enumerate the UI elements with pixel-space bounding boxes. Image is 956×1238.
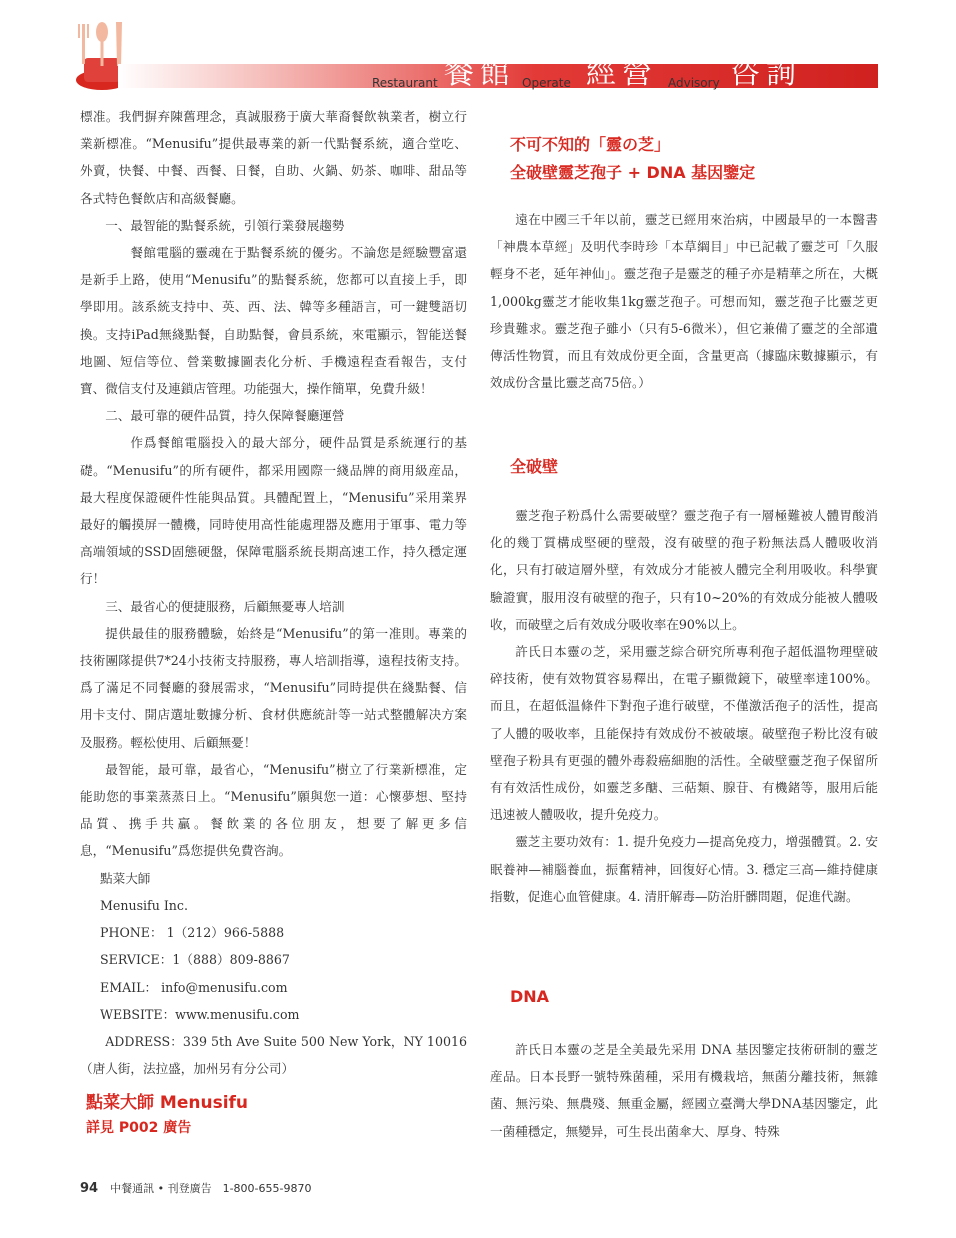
- pobi-paragraph-2: 許氏日本靈の芝，采用靈芝綜合研究所專利孢子超低溫物理壁破碎技術，使有效物質容易釋出，在電子顯微鏡下，破壁率達100%。而且，在超低温條件下對孢子進行破壁，不僅激活孢子的活性，提高了人體的吸收率，且能保持有效成份不被破壞。破壁孢子粉比沒有破壁孢子粉具有更强的體外毒殺癌細胞的活性。全破壁靈芝孢子保留所有有效活性成份，如靈芝多醣、三萜類、腺苷、有機鍺等，服用后能迅速被人體吸收，提升免疫力。: [490, 644, 878, 823]
- section-paragraph-1: 餐館電腦的靈魂在于點餐系統的優劣。不論您是經驗豐富還是新手上路，使用“Menusifu”的點餐系統，您都可以直接上手，即學即用。該系統支持中、英、西、法、韓等多種語言，可一鍵雙語切換。支持iPad無綫點餐，自助點餐，會員系統，來電顯示，智能送餐地圖、短信等位、營業數據圖表化分析、手機遠程查看報告，支付寶、微信支付及連鎖店管理。功能强大，操作簡單，免費升級！: [80, 245, 467, 397]
- header-title-advisory-cn: 咨詢: [730, 56, 802, 91]
- header-title-restaurant-cn: 餐館: [444, 56, 516, 91]
- page-header: [0, 0, 956, 100]
- section-heading-dna: DNA: [510, 987, 550, 1006]
- left-column: [80, 103, 467, 1082]
- contact-address: ADDRESS：339 5th Ave Suite 500 New York，NY 10016（唐人街，法拉盛，加州另有分公司）: [80, 1033, 467, 1077]
- section-heading-2: 二、最可靠的硬件品質，持久保障餐廳運營: [105, 408, 345, 424]
- section-paragraph-3: 提供最佳的服務體驗，始終是“Menusifu”的第一准則。專業的技術團隊提供7*24小技術支持服務，專人培訓指導，遠程技術支持。爲了滿足不同餐廳的發展需求，“Menusifu”同時提供在綫點餐、信用卡支付、開店選址數據分析、食材供應統計等一站式整體解决方案及服務。輕松使用、后顧無憂！: [80, 625, 467, 750]
- right-section-pobi: [490, 502, 878, 910]
- header-word-advisory: Advisory: [668, 76, 720, 90]
- contact-website: WEBSITE：www.menusifu.com: [100, 1006, 300, 1022]
- dna-paragraph: 許氏日本靈の芝是全美最先采用 DNA 基因鑒定技術研制的靈芝産品。日本長野一號特殊菌種，采用有機栽培，無菌分離技術，無雜菌、無污染、無農殘、無重金屬，經國立臺灣大學DNA基因鑒定，此一菌種穩定，無變异，可生長出菌傘大、厚身、特殊: [490, 1042, 878, 1139]
- closing-paragraph: 最智能，最可靠，最省心，“Menusifu”樹立了行業新標准，定能助您的事業蒸蒸日上。“Menusifu”願與您一道：心懷夢想、堅持品質、携手共贏。餐飲業的各位朋友，想要了解更多信息，“Menusifu”爲您提供免費咨詢。: [80, 761, 467, 859]
- page-number: 94: [80, 1181, 99, 1196]
- article-title-line-2: 全破壁靈芝孢子 + DNA 基因鑒定: [510, 163, 756, 182]
- efficacy-paragraph: 靈芝主要功效有：1. 提升免疫力—提高免疫力，增强體質。2. 安眠養神—補腦養血，振奮精神，回復好心情。3. 穩定三高—維持健康指數，促進心血管健康。4. 清肝解毒—防治肝髒問題，促進代謝。: [490, 834, 878, 904]
- header-title-operate-cn: 經營: [586, 56, 658, 91]
- section-paragraph-2: 作爲餐館電腦投入的最大部分，硬件品質是系統運行的基礎。“Menusifu”的所有硬件，都采用國際一綫品牌的商用級産品，最大程度保證硬件性能與品質。具體配置上，“Menusifu”采用業界最好的觸摸屏一體機，同時使用高性能處理器及應用于軍事、電力等高端領域的SSD固態硬盤，保障電腦系統長期高速工作，持久穩定運行！: [80, 435, 467, 587]
- section-heading-3: 三、最省心的便捷服務，后顧無憂專人培訓: [105, 598, 345, 614]
- lingzhi-intro-paragraph: 遠在中國三千年以前，靈芝已經用來治病，中國最早的一本醫書「神農本草經」及明代李時珍「本草綱目」中已記載了靈芝可「久服輕身不老，延年神仙」。靈芝孢子是靈芝的種子亦是精華之所在，大概1,000kg靈芝才能收集1kg靈芝孢子。可想而知，靈芝孢子比靈芝更珍貴難求。靈芝孢子雖小（只有5-6微米），但它兼備了靈芝的全部遺傳活性物質，而且有效成份更全面，含量更高（據臨床數據顯示，有效成份含量比靈芝高75倍。）: [490, 212, 878, 391]
- contact-service: SERVICE：1（888）809-8867: [100, 952, 290, 968]
- contact-company: Menusifu Inc.: [100, 897, 188, 913]
- footer-text: 中餐通訊 • 刊登廣告 1-800-655-9870: [110, 1182, 312, 1195]
- intro-paragraph: 標准。我們摒弃陳舊理念，真誠服務于廣大華裔餐飲執業者，樹立行業新標准。“Menusifu”提供最專業的新一代點餐系統，適合堂吃、外賣，快餐、中餐、西餐、日餐，自助、火鍋、奶茶、咖啡、甜品等各式特色餐飲店和高級餐廳。: [80, 109, 467, 206]
- header-word-restaurant: Restaurant: [372, 76, 438, 90]
- article-title-line-1: 不可不知的「靈の芝」: [510, 135, 671, 154]
- section-heading-pobi: 全破壁: [510, 457, 559, 476]
- pobi-paragraph-1: 靈芝孢子粉爲什么需要破壁？靈芝孢子有一層極難被人體胃酸消化的幾丁質構成堅硬的壁殼，沒有破壁的孢子粉無法爲人體吸收消化，只有打破這層外壁，有效成分才能被人體完全利用吸收。科學實驗證實，服用沒有破壁的孢子，只有10~20%的有效成分能被人體吸收，而破壁之后有效成分吸收率在90%以上。: [490, 508, 878, 632]
- contact-phone: PHONE： 1（212）966-5888: [100, 925, 285, 941]
- contact-name: 點菜大師: [100, 870, 151, 886]
- right-section-intro: [490, 206, 878, 396]
- ad-reference: 詳見 P002 廣告: [86, 1120, 192, 1136]
- header-word-operate: Operate: [522, 76, 571, 90]
- section-heading-1: 一、最智能的點餐系統，引領行業發展趨勢: [105, 217, 345, 233]
- contact-email: EMAIL： info@menusifu.com: [100, 979, 288, 995]
- right-section-dna: [490, 1036, 878, 1145]
- page-footer: [80, 1180, 311, 1196]
- ad-title: 點菜大師 Menusifu: [86, 1093, 249, 1113]
